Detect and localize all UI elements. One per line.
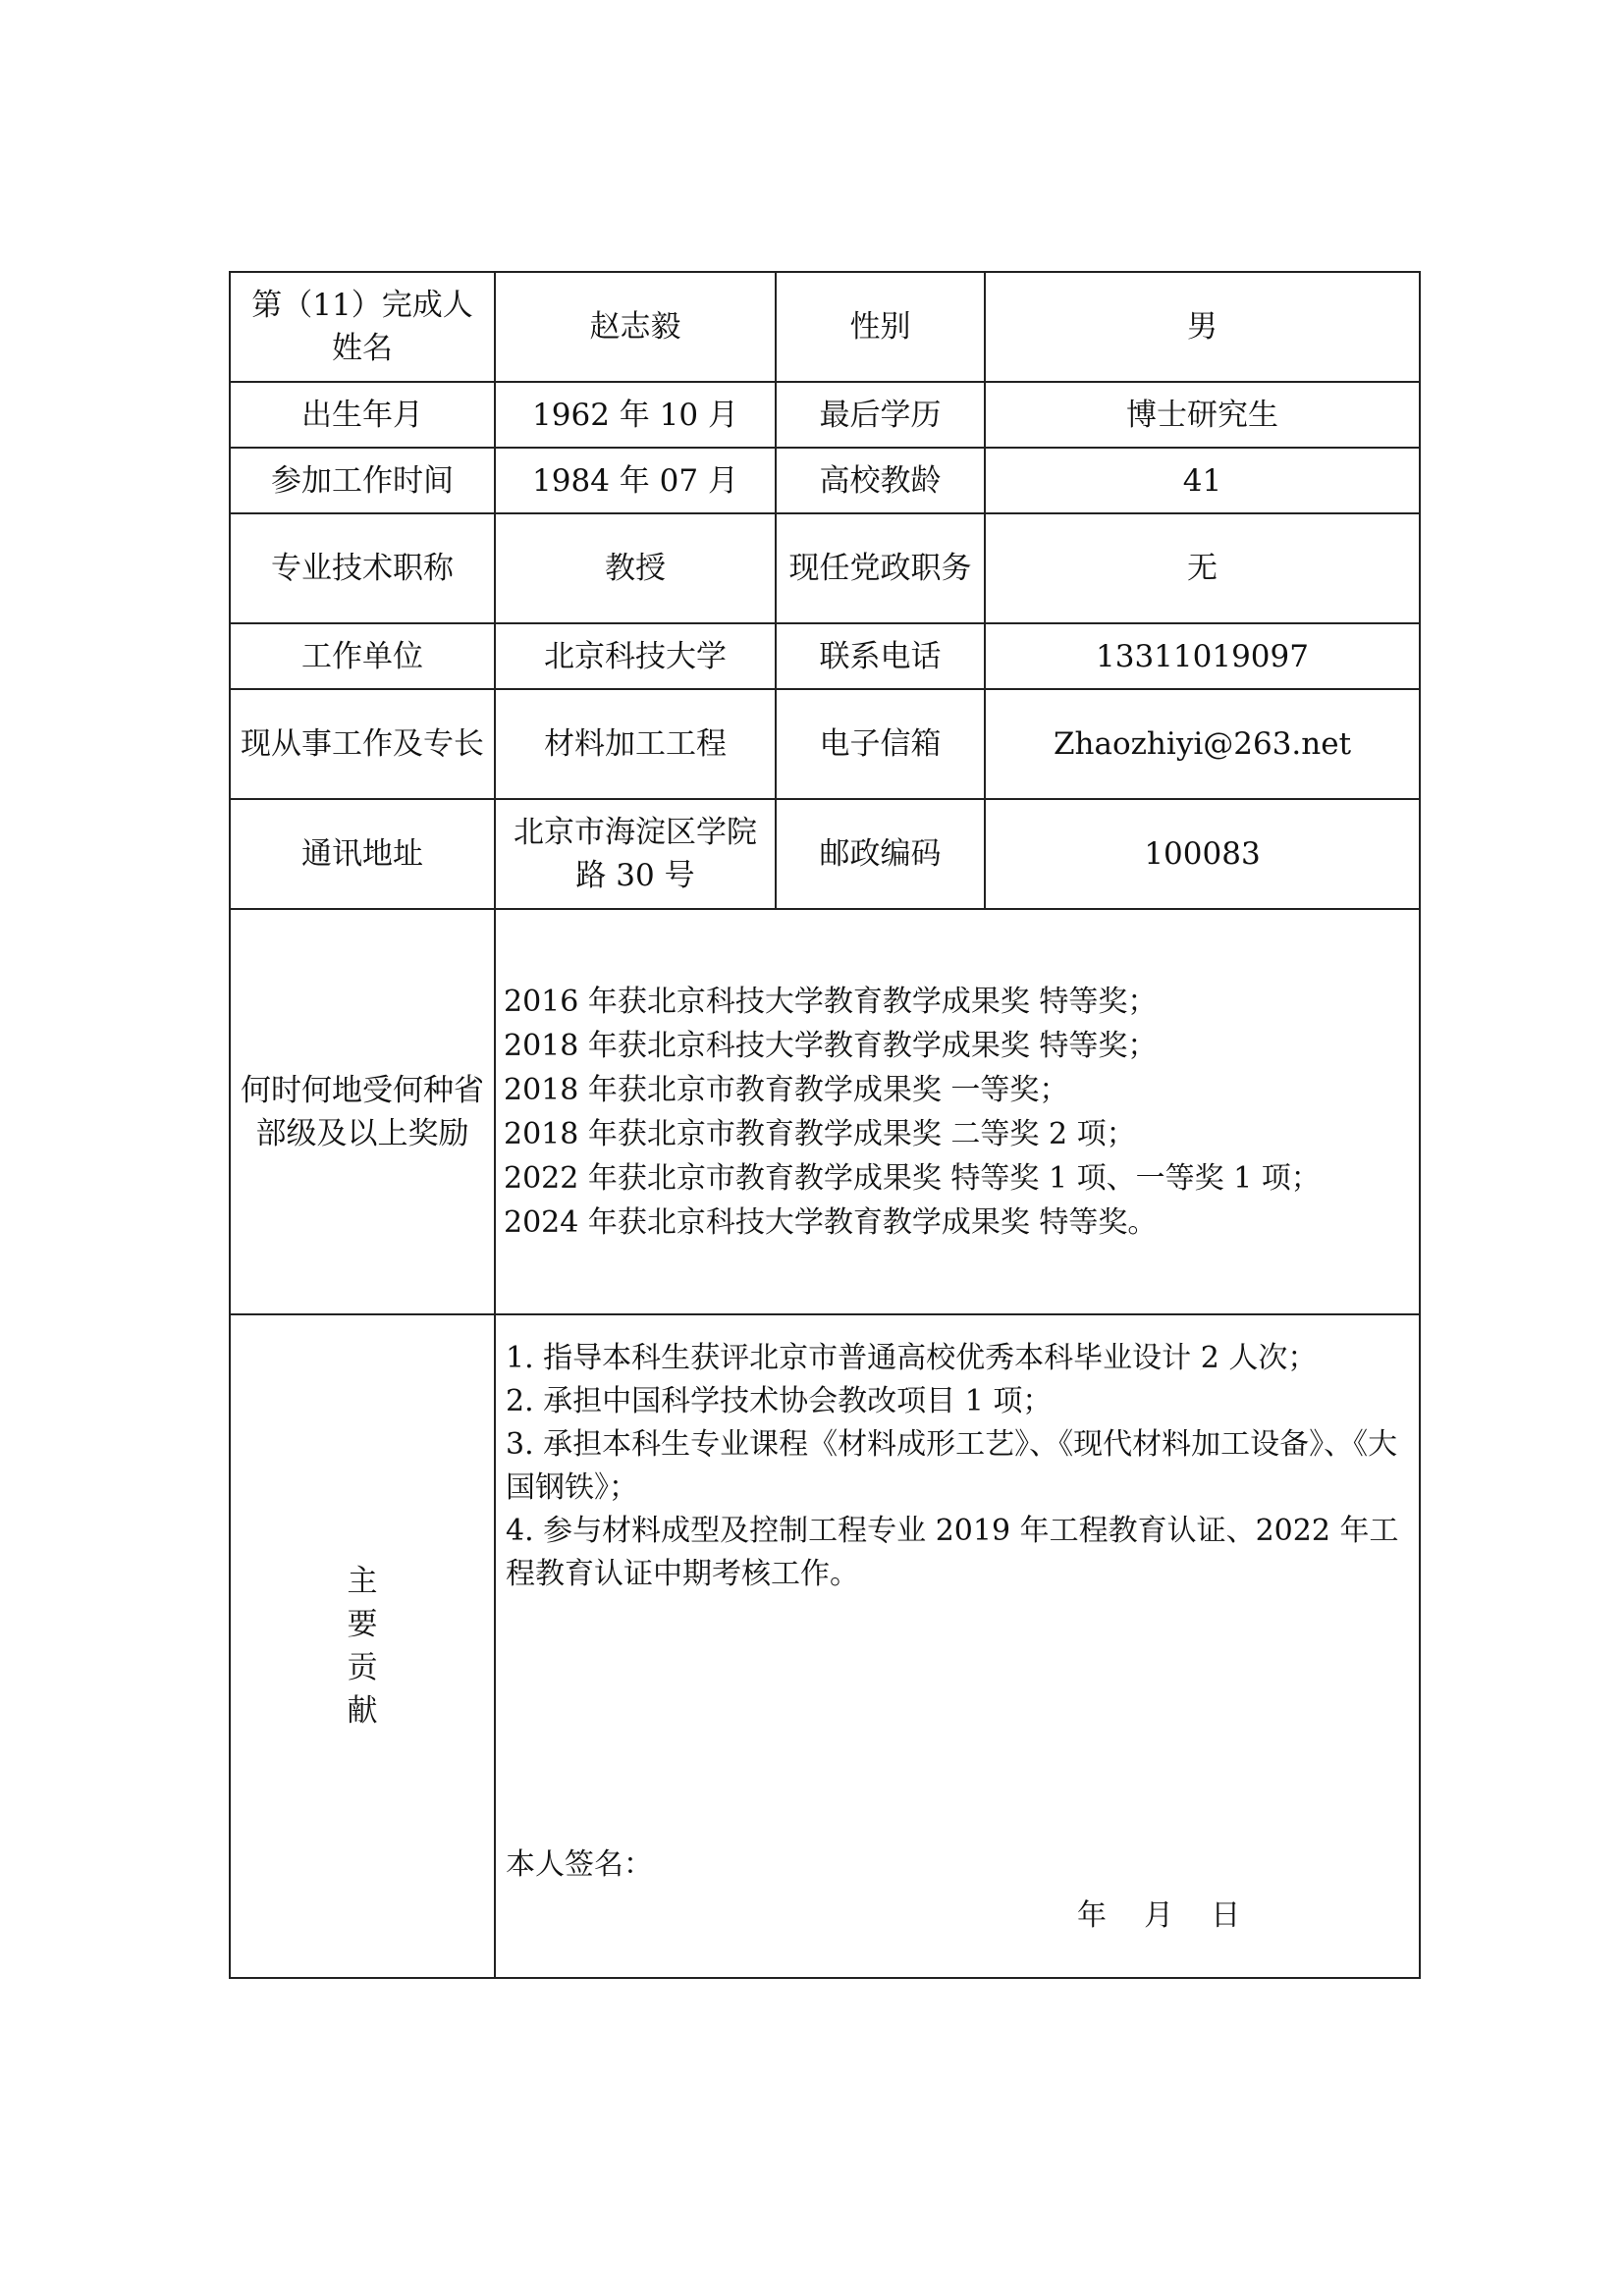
personal-info-form bbox=[229, 271, 1421, 1979]
row-awards bbox=[230, 909, 1420, 1314]
label-address: 通讯地址 bbox=[230, 799, 495, 909]
label-employer: 工作单位 bbox=[230, 623, 495, 689]
awards-cell bbox=[495, 909, 1420, 1314]
contribution-list bbox=[506, 1337, 1411, 1596]
value-gender: 男 bbox=[985, 272, 1420, 382]
row-address bbox=[230, 799, 1420, 909]
award-item: 2024 年获北京科技大学教育教学成果奖 特等奖。 bbox=[504, 1204, 1158, 1240]
label-position: 现任党政职务 bbox=[776, 513, 985, 623]
value-address: 北京市海淀区学院路 30 号 bbox=[495, 799, 776, 909]
value-postcode: 100083 bbox=[985, 799, 1420, 909]
contributions-cell bbox=[495, 1314, 1420, 1978]
value-phone: 13311019097 bbox=[985, 623, 1420, 689]
label-contrib-char: 要 bbox=[347, 1607, 378, 1642]
label-name: 第（11）完成人姓名 bbox=[230, 272, 495, 382]
label-postcode: 邮政编码 bbox=[776, 799, 985, 909]
award-item: 2022 年获北京市教育教学成果奖 特等奖 1 项、一等奖 1 项； bbox=[504, 1160, 1321, 1196]
row-employer bbox=[230, 623, 1420, 689]
label-specialty: 现从事工作及专长 bbox=[230, 689, 495, 799]
award-item: 2018 年获北京市教育教学成果奖 二等奖 2 项； bbox=[504, 1116, 1136, 1151]
value-education: 博士研究生 bbox=[985, 382, 1420, 448]
label-education: 最后学历 bbox=[776, 382, 985, 448]
row-title bbox=[230, 513, 1420, 623]
award-item: 2016 年获北京科技大学教育教学成果奖 特等奖； bbox=[504, 984, 1158, 1019]
label-contrib-char: 献 bbox=[347, 1693, 378, 1729]
contribution-item: 4. 参与材料成型及控制工程专业 2019 年工程教育认证、2022 年工程教育认证中期考核工作。 bbox=[506, 1514, 1399, 1591]
value-name: 赵志毅 bbox=[495, 272, 776, 382]
contribution-item: 3. 承担本科生专业课程《材料成形工艺》、《现代材料加工设备》、《大国钢铁》； bbox=[506, 1427, 1398, 1505]
row-work-start bbox=[230, 448, 1420, 513]
value-employer: 北京科技大学 bbox=[495, 623, 776, 689]
label-contributions bbox=[230, 1314, 495, 1978]
label-teaching-years: 高校教龄 bbox=[776, 448, 985, 513]
label-phone: 联系电话 bbox=[776, 623, 985, 689]
label-gender: 性别 bbox=[776, 272, 985, 382]
row-name bbox=[230, 272, 1420, 382]
row-contributions bbox=[230, 1314, 1420, 1978]
value-work-start: 1984 年 07 月 bbox=[495, 448, 776, 513]
label-birth: 出生年月 bbox=[230, 382, 495, 448]
label-contrib-char: 贡 bbox=[347, 1650, 378, 1685]
award-item: 2018 年获北京市教育教学成果奖 一等奖； bbox=[504, 1072, 1069, 1107]
contribution-item: 1. 指导本科生获评北京市普通高校优秀本科毕业设计 2 人次； bbox=[506, 1341, 1318, 1375]
row-specialty bbox=[230, 689, 1420, 799]
value-birth: 1962 年 10 月 bbox=[495, 382, 776, 448]
label-awards: 何时何地受何种省部级及以上奖励 bbox=[230, 909, 495, 1314]
value-teaching-years: 41 bbox=[985, 448, 1420, 513]
label-contrib-char: 主 bbox=[347, 1564, 378, 1599]
value-title: 教授 bbox=[495, 513, 776, 623]
value-position: 无 bbox=[985, 513, 1420, 623]
value-email: Zhaozhiyi@263.net bbox=[985, 689, 1420, 799]
label-title: 专业技术职称 bbox=[230, 513, 495, 623]
signature-date: 年 月 日 bbox=[1077, 1898, 1241, 1933]
row-birth bbox=[230, 382, 1420, 448]
signature-label: 本人签名： bbox=[506, 1847, 653, 1882]
contribution-item: 2. 承担中国科学技术协会教改项目 1 项； bbox=[506, 1384, 1053, 1418]
value-specialty: 材料加工工程 bbox=[495, 689, 776, 799]
label-email: 电子信箱 bbox=[776, 689, 985, 799]
award-item: 2018 年获北京科技大学教育教学成果奖 特等奖； bbox=[504, 1028, 1158, 1063]
label-work-start: 参加工作时间 bbox=[230, 448, 495, 513]
